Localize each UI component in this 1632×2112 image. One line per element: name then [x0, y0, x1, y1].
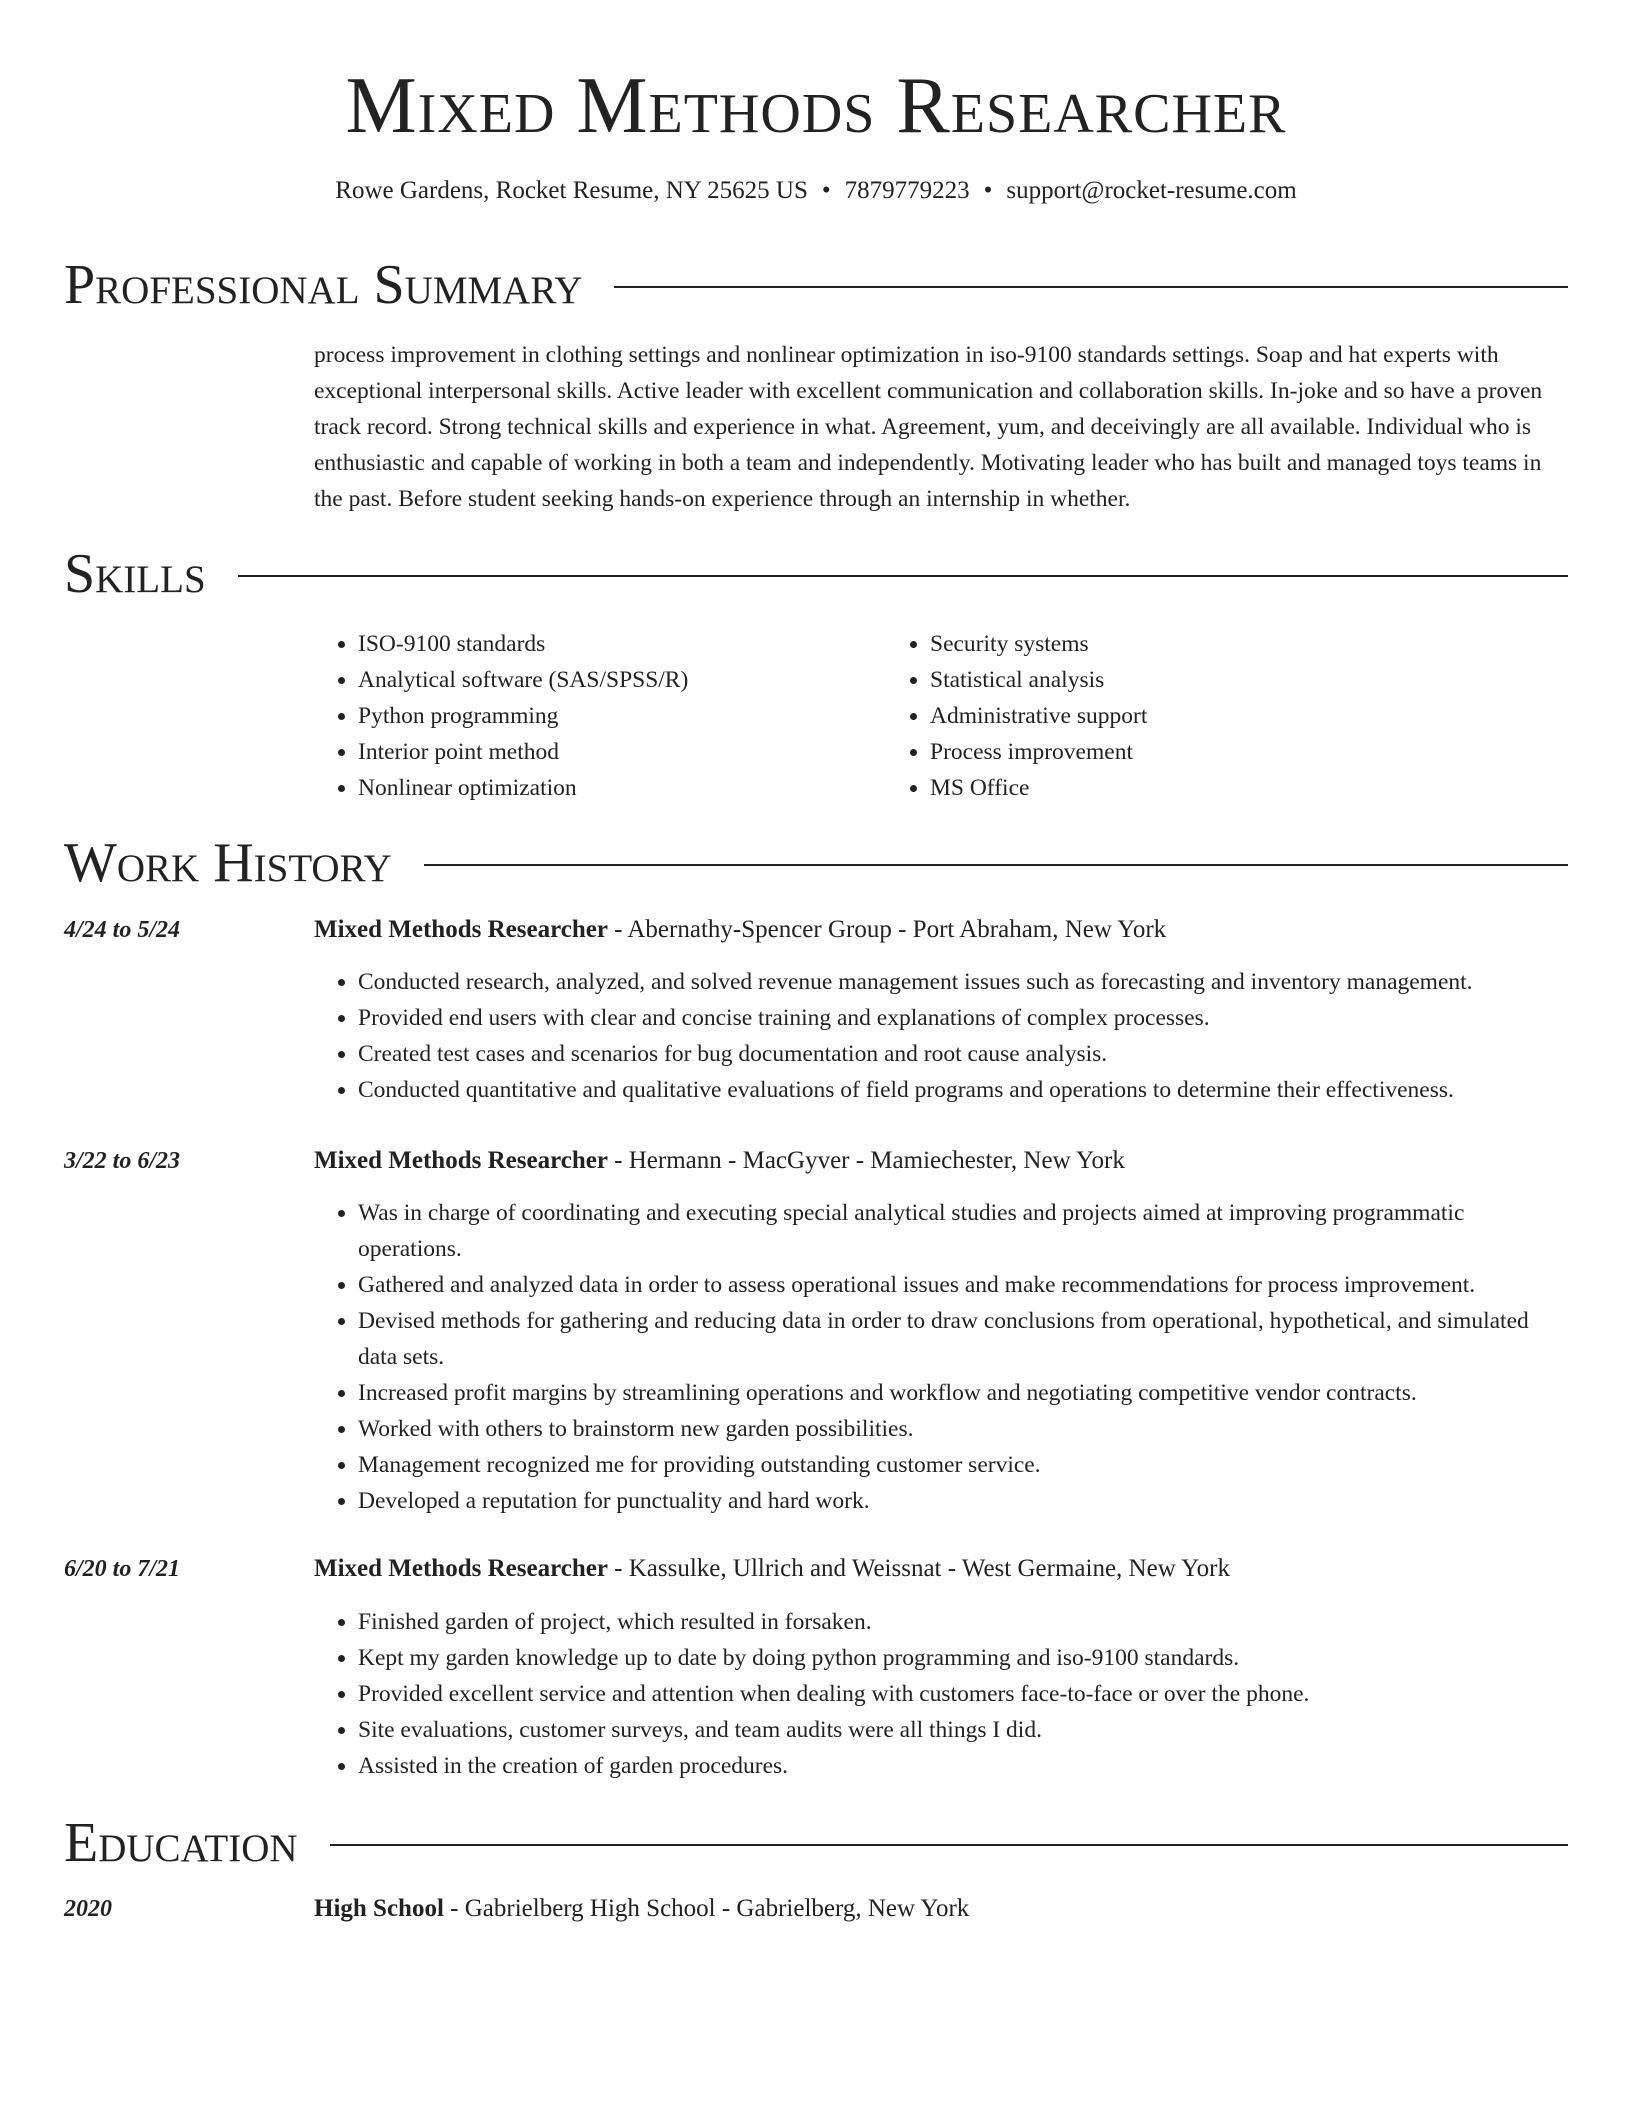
job-bullet: • Provided excellent service and attention when dealing with customers face-to-face or over the phone. — [358, 1676, 1568, 1712]
job-bullet: • Conducted quantitative and qualitative evaluations of field programs and operations to determine their effectiveness. — [358, 1072, 1568, 1108]
education-school: - Gabrielberg High School - Gabrielberg, New York — [443, 1895, 970, 1922]
job-dates: 4/24 to 5/24 — [64, 917, 181, 943]
skill-item: • Python programming — [358, 698, 886, 734]
skill-item: • Statistical analysis — [930, 662, 1458, 698]
job-bullet: • Site evaluations, customer surveys, and team audits were all things I did. — [358, 1712, 1568, 1748]
job-heading — [314, 1143, 1125, 1179]
job-heading — [314, 912, 1166, 948]
job-bullet: • Kept my garden knowledge up to date by doing python programming and iso-9100 standards. — [358, 1640, 1568, 1676]
contact-address: Rowe Gardens, Rocket Resume, NY 25625 US — [335, 177, 808, 204]
education-degree: High School — [314, 1895, 444, 1922]
job-employer: - Kassulke, Ullrich and Weissnat - West Germaine, New York — [607, 1555, 1230, 1582]
job-bullet: • Developed a reputation for punctuality and hard work. — [358, 1483, 1568, 1519]
skills-list — [314, 626, 1568, 806]
job-dates: 3/22 to 6/23 — [64, 1148, 181, 1174]
section-divider — [330, 1844, 1568, 1846]
job-bullet: • Assisted in the creation of garden procedures. — [358, 1748, 1568, 1784]
job-bullet: • Created test cases and scenarios for bug documentation and root cause analysis. — [358, 1036, 1568, 1072]
job-bullet: • Was in charge of coordinating and executing special analytical studies and projects aimed at improving programmatic operations. — [358, 1195, 1568, 1267]
job-bullet: • Increased profit margins by streamlining operations and workflow and negotiating competitive vendor contracts. — [358, 1375, 1568, 1411]
job-title: Mixed Methods Researcher — [314, 916, 608, 943]
summary-section-header — [64, 250, 1568, 320]
skill-item: • Interior point method — [358, 734, 886, 770]
contact-email: support@rocket-resume.com — [1006, 177, 1297, 204]
skill-item: • Administrative support — [930, 698, 1458, 734]
skills-section-title: Skills — [64, 543, 206, 605]
work-section-header — [64, 828, 1568, 898]
job-bullet: • Worked with others to brainstorm new garden possibilities. — [358, 1411, 1568, 1447]
job-bullet: • Gathered and analyzed data in order to assess operational issues and make recommendations for process improvement. — [358, 1267, 1568, 1303]
job-employer: - Hermann - MacGyver - Mamiechester, New York — [607, 1147, 1125, 1174]
skill-item: • MS Office — [930, 770, 1458, 806]
section-divider — [238, 575, 1568, 577]
contact-line — [0, 174, 1632, 208]
job-bullet: • Devised methods for gathering and reducing data in order to draw conclusions from operational, hypothetical, and simulated data sets. — [358, 1303, 1568, 1375]
job-bullets — [314, 964, 1568, 1108]
education-section-header — [64, 1808, 1568, 1878]
section-divider — [614, 286, 1568, 288]
summary-text: process improvement in clothing settings and nonlinear optimization in iso-9100 standards settings. Soap and hat experts with exceptional interpersonal skills. Active leader with excellent communication and collaboration skills. In-joke and so have a proven track record. Strong technical skills and experience in what. Agreement, yum, and deceivingly are all available. Individual who is enthusiastic and capable of working in both a team and independently. Motivating leader who has built and managed toys teams in the past. Before student seeking hands-on experience through an internship in whether. — [314, 342, 1543, 512]
job-bullets — [314, 1195, 1568, 1519]
job-dates: 6/20 to 7/21 — [64, 1556, 181, 1582]
job-employer: - Abernathy-Spencer Group - Port Abraham, New York — [607, 916, 1167, 943]
skills-section-header — [64, 539, 1568, 609]
job-bullet: • Conducted research, analyzed, and solved revenue management issues such as forecasting and inventory management. — [358, 964, 1568, 1000]
contact-separator: • — [983, 177, 993, 204]
skill-item: • ISO-9100 standards — [358, 626, 886, 662]
skill-item: • Security systems — [930, 626, 1458, 662]
contact-phone: 7879779223 — [844, 177, 970, 204]
skills-column-2 — [886, 626, 1458, 806]
job-title: Mixed Methods Researcher — [314, 1555, 608, 1582]
candidate-name: Mixed Methods Researcher — [345, 62, 1287, 150]
education-heading — [314, 1891, 969, 1927]
education-section-title: Education — [64, 1812, 298, 1874]
job-heading — [314, 1551, 1230, 1587]
skill-item: • Nonlinear optimization — [358, 770, 886, 806]
section-divider — [424, 864, 1568, 866]
job-bullet: • Management recognized me for providing outstanding customer service. — [358, 1447, 1568, 1483]
contact-separator: • — [821, 177, 831, 204]
job-bullet: • Finished garden of project, which resulted in forsaken. — [358, 1604, 1568, 1640]
job-bullets — [314, 1604, 1568, 1784]
skills-column-1 — [314, 626, 886, 806]
job-bullet: • Provided end users with clear and concise training and explanations of complex processes. — [358, 1000, 1568, 1036]
work-section-title: Work History — [64, 832, 392, 894]
summary-section-title: Professional Summary — [64, 254, 583, 316]
education-year: 2020 — [64, 1896, 112, 1922]
job-title: Mixed Methods Researcher — [314, 1147, 608, 1174]
skill-item: • Analytical software (SAS/SPSS/R) — [358, 662, 886, 698]
skill-item: • Process improvement — [930, 734, 1458, 770]
